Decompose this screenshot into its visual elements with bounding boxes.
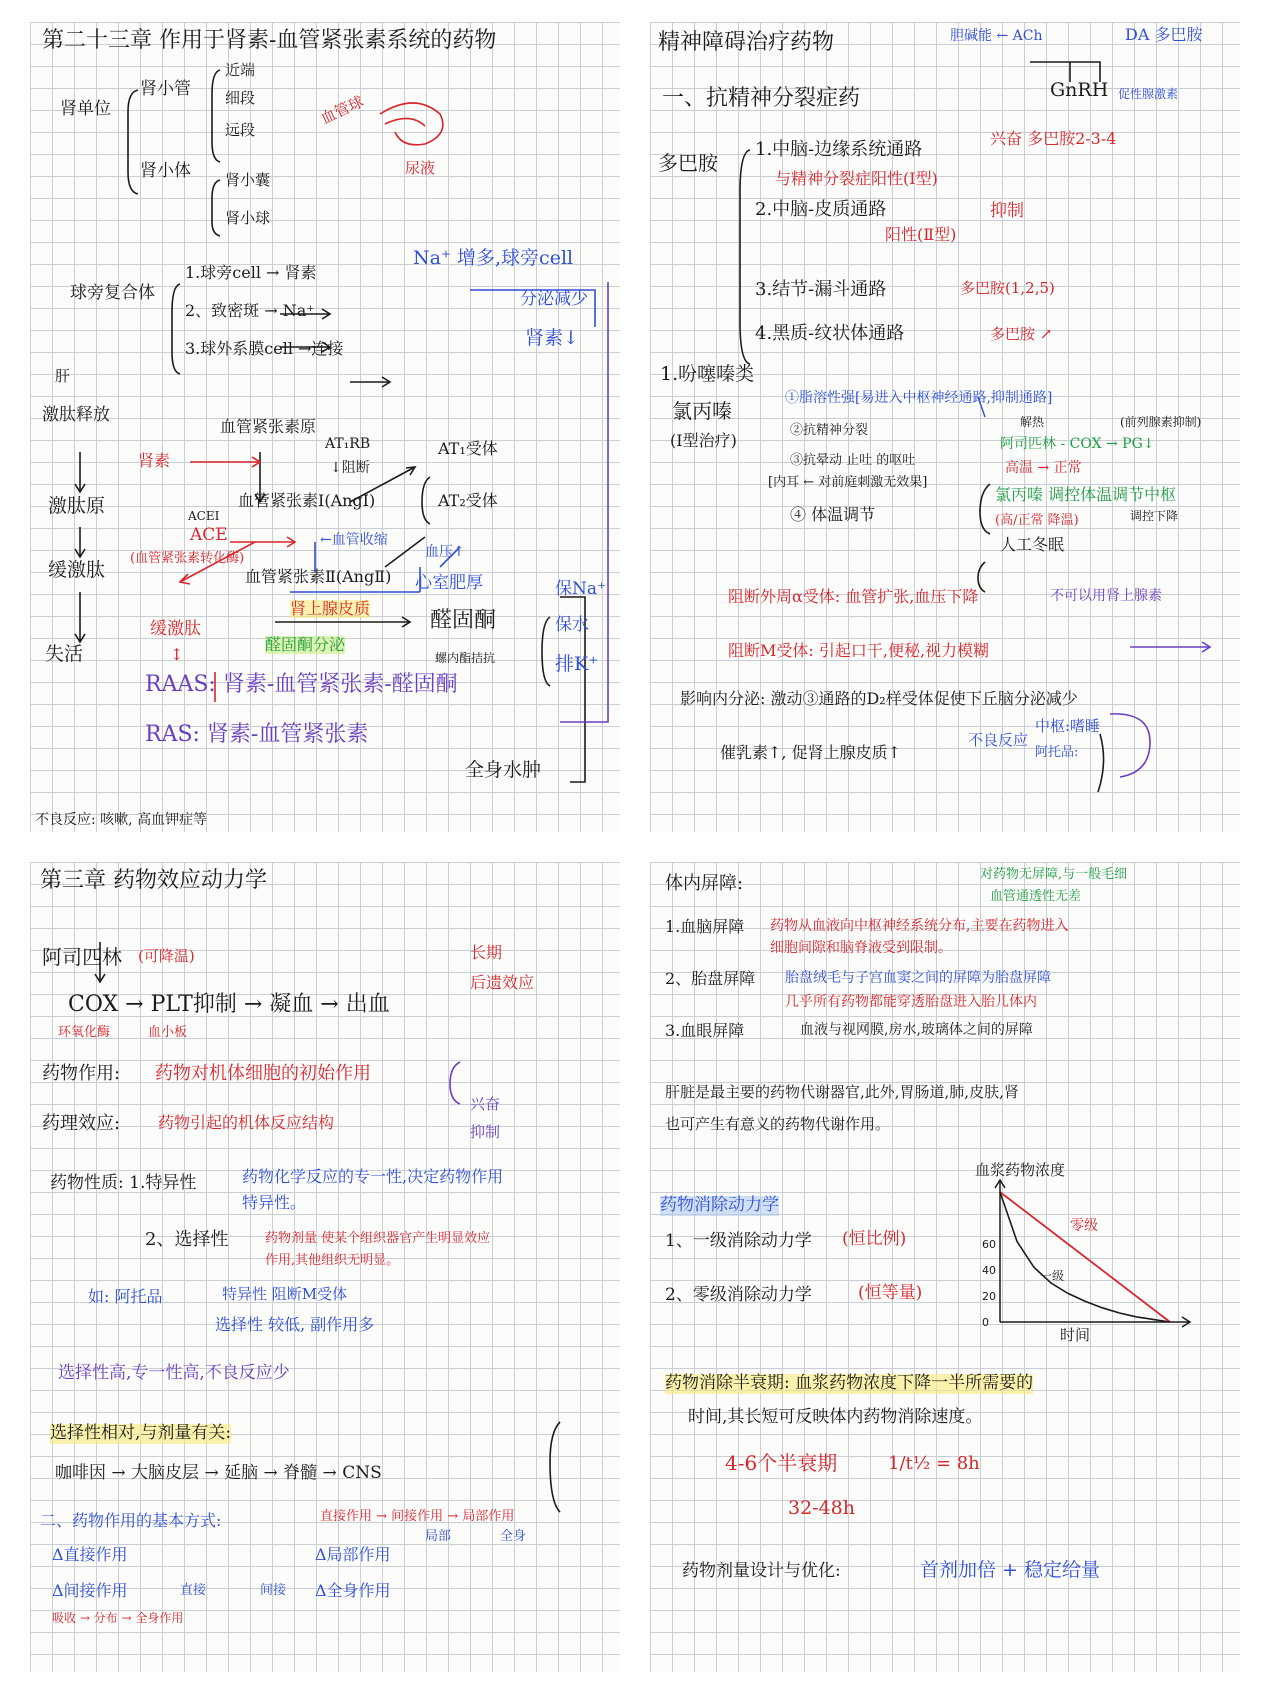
ras-label: RAS: 肾素-血管紧张素: [145, 722, 369, 747]
renal-tubule: 肾小管: [140, 79, 191, 99]
effect-label: 药理效应:: [42, 1113, 121, 1134]
cp-effect-2: ②抗精神分裂: [790, 423, 869, 438]
at1rb-label: AT₁RB: [325, 436, 371, 452]
page3-title: 第三章 药物效应动力学: [40, 868, 267, 893]
pathway-1-note: 与精神分裂症阳性(Ⅰ型): [775, 169, 938, 188]
effect-text: 药物引起的机体反应结构: [158, 1113, 335, 1132]
at1-receptor: AT₁受体: [438, 439, 498, 458]
zero-order-label: 2、零级消除动力学: [665, 1285, 812, 1305]
local-action: Δ局部作用: [315, 1545, 391, 1564]
zero-order-line: [1000, 1192, 1170, 1322]
renin-down-note: 肾素↓: [525, 327, 579, 349]
cp-effect-3: ③抗晕动 止吐 的呕吐: [790, 453, 916, 468]
property-label: 药物性质: 1.特异性: [50, 1173, 197, 1193]
direct-action: Δ直接作用: [52, 1545, 128, 1564]
note-page-barriers: [650, 862, 1240, 1672]
gnrh-note: 促性腺激素: [1118, 87, 1179, 101]
after-effect-label: 后遗效应: [470, 973, 535, 992]
note-page-psychiatric: [650, 22, 1240, 832]
selectivity-label: 2、选择性: [145, 1229, 229, 1250]
angiotensinogen-label: 血管紧张素原: [220, 417, 317, 436]
placenta-label: 2、胎盘屏障: [665, 969, 756, 988]
jga-item-3: 3.球外系膜cell →连接: [185, 339, 344, 358]
bbb-text: 药物从血液向中枢神经系统分布,主要在药物进入: [770, 918, 1069, 934]
zero-order-note: (恒等量): [858, 1283, 923, 1303]
page4-title: 体内屏障:: [665, 873, 744, 894]
endocrine-label: 影响内分泌: 激动③通路的D₂样受体促使下丘脑分泌减少: [680, 689, 1078, 708]
block-label: ↓阻断: [330, 460, 370, 476]
dosing-label: 药物剂量设计与优化:: [682, 1561, 841, 1581]
inactive-label: 失活: [45, 643, 84, 665]
bp-up-label: 血压↑: [425, 544, 465, 560]
page1-title: 第二十三章 作用于肾素-血管紧张素系统的药物: [42, 28, 497, 53]
no-adrenaline-label: 不可以用肾上腺素: [1050, 588, 1162, 604]
prolactin-label: 催乳素↑, 促肾上腺皮质↑: [720, 743, 901, 762]
y-tick-label: 40: [982, 1264, 996, 1277]
first-order-note: (恒比例): [842, 1229, 907, 1249]
na-increase-note: Na⁺ 增多,球旁cell: [413, 247, 574, 269]
corpuscle-part-2: 肾小球: [225, 209, 271, 227]
ang2-label: 血管紧张素Ⅱ(AngⅡ): [245, 567, 392, 586]
placenta-text: 胎盘绒毛与子宫血窦之间的屏障为胎盘屏障: [785, 970, 1051, 986]
note-page-pharmacodynamics: [30, 862, 620, 1672]
inhibit-label: 抑制: [990, 201, 1024, 221]
kininogen-label: 激肽原: [48, 495, 106, 517]
specificity-text: 药物化学反应的专一性,决定药物作用: [242, 1167, 504, 1186]
cp-effect-1: ①脂溶性强[易进入中枢神经通路,抑制通路]: [785, 390, 1053, 406]
aspirin-note: (可降温): [138, 947, 195, 965]
liver-label: 肝: [55, 367, 71, 385]
basic-ways-label: 二、药物作用的基本方式:: [40, 1511, 222, 1530]
action-text: 药物对机体细胞的初始作用: [155, 1063, 371, 1084]
first-curve-label: 一级: [1040, 1269, 1065, 1283]
cp-effect-3-note: [内耳 ← 对前庭刺激无效果]: [768, 475, 928, 490]
bbb-text-2: 细胞间隙和脑脊液受到限制。: [770, 940, 952, 956]
renin-red-label: 肾素: [138, 451, 171, 470]
ace-label: ACE: [190, 525, 228, 545]
dosing-note: 首剂加倍 + 稳定给量: [920, 1559, 1100, 1581]
conc-axis-label: 血浆药物浓度: [975, 1161, 1066, 1179]
top-note-2: 血管通透性无差: [990, 889, 1082, 904]
pg-inhibit-label: (前列腺素抑制): [1120, 415, 1202, 429]
half-life-formula: 1/t½ = 8h: [888, 1453, 980, 1474]
cox-note: 环氧化酶: [58, 1025, 111, 1040]
phenothiazine-label: 1.吩噻嗪类: [660, 363, 755, 385]
pathway-3-note: 多巴胺(1,2,5): [960, 279, 1055, 297]
half-life-count: 4-6个半衰期: [725, 1451, 838, 1475]
corpuscle-part-1: 肾小囊: [225, 171, 271, 189]
vasoconstrict-label: ←血管收缩: [320, 532, 388, 548]
ang1-label: 血管紧张素Ⅰ(AngⅠ): [238, 491, 376, 510]
adrenal-label: 肾上腺皮质: [290, 599, 371, 618]
zero-curve-label: 零级: [1070, 1218, 1098, 1234]
action-label: 药物作用:: [42, 1063, 121, 1084]
whole-action: Δ全身作用: [315, 1581, 391, 1600]
eye-text: 血液与视网膜,房水,玻璃体之间的屏障: [800, 1022, 1033, 1038]
y-tick-label: 0: [982, 1316, 989, 1329]
whole-note: 全身: [500, 1529, 527, 1544]
atropine-example: 如: 阿托品: [88, 1287, 163, 1306]
indirect-note: 间接: [260, 1583, 287, 1598]
page3-footer: 吸收 → 分布 → 全身作用: [52, 1611, 184, 1625]
note-page-raas: [30, 22, 620, 832]
indirect-action: Δ间接作用: [52, 1581, 128, 1600]
keep-water-label: 保水: [555, 615, 589, 635]
acei-label: ACEI: [188, 509, 220, 523]
kidney-unit: 肾单位: [60, 99, 111, 119]
half-life-result: 32-48h: [788, 1497, 856, 1519]
y-tick-label: 60: [982, 1238, 996, 1251]
top-note: 对药物无屏障,与一般毛细: [980, 867, 1128, 882]
inhibit-label-p3: 抑制: [470, 1123, 501, 1141]
bradykinin-label: 缓激肽: [48, 559, 106, 581]
long-term-label: 长期: [470, 943, 503, 962]
selectivity-text: 药物剂量 使某个组织器官产生明显效应: [265, 1231, 491, 1246]
ach-label: 胆碱能 ← ACh: [950, 28, 1043, 44]
raas-label: RAAS: 肾素-血管紧张素-醛固酮: [145, 672, 458, 697]
central-sleep-label: 中枢:嗜睡: [1035, 717, 1101, 735]
jga-item-1: 1.球旁cell → 肾素: [185, 263, 317, 282]
cardiac-label: 心室肥厚: [415, 573, 483, 593]
aldo-secrete-label: 醛固酮分泌: [265, 635, 346, 654]
elimination-chart: [650, 862, 1240, 1672]
tubule-part-2: 细段: [225, 89, 256, 107]
first-order-label: 1、一级消除动力学: [665, 1231, 812, 1251]
alpha-block-label: 阻断外周α受体: 血管扩张,血压下降: [728, 587, 979, 606]
adjust-label: 调控下降: [1130, 509, 1179, 523]
secrete-less-note: 分泌减少: [520, 289, 588, 309]
bradykinin-red: 缓激肽: [150, 619, 201, 639]
bradykinin-arrow: ↕: [170, 645, 184, 664]
liver-text-2: 也可产生有意义的药物代谢作用。: [665, 1115, 891, 1133]
y-tick-group: [982, 1238, 996, 1329]
page1-arrows: [30, 22, 620, 832]
liver-text: 肝脏是最主要的药物代谢器官,此外,胃肠道,肺,皮肤,肾: [665, 1083, 1019, 1101]
half-life-text: 药物消除半衰期: 血浆药物浓度下降一半所需要的: [665, 1373, 1034, 1393]
time-axis-label: 时间: [1060, 1326, 1091, 1344]
chlorpromazine-note: (Ⅰ型治疗): [670, 431, 737, 450]
pathway-2-note: 阳性(Ⅱ型): [885, 225, 957, 244]
tubule-part-1: 近端: [225, 61, 256, 79]
da-label: DA 多巴胺: [1125, 25, 1203, 44]
pathway-4: 4.黑质-纹状体通路: [755, 323, 905, 344]
selectivity-summary: 选择性高,专一性高,不良反应少: [58, 1363, 290, 1383]
at2-receptor: AT₂受体: [438, 491, 498, 510]
aspirin-cox-label: 阿司匹林 - COX → PG↓: [1000, 436, 1155, 452]
ace-full-label: (血管紧张素转化酶): [130, 551, 245, 566]
jga-label: 球旁复合体: [70, 283, 155, 303]
ways-chain: 直接作用 → 间接作用 → 局部作用: [320, 1509, 515, 1524]
direct-note: 直接: [180, 1583, 207, 1598]
half-life-text-2: 时间,其长短可反映体内药物消除速度。: [688, 1407, 983, 1427]
pathway-4-note: 多巴胺 ↗: [990, 325, 1053, 343]
aldosterone-label: 醛固酮: [430, 608, 497, 633]
y-tick-label: 20: [982, 1290, 996, 1303]
cox-chain: COX → PLT抑制 → 凝血 → 出血: [68, 992, 390, 1017]
normal-low-label: (高/正常 降温): [995, 513, 1079, 528]
excrete-k-label: 排K⁺: [555, 653, 599, 675]
local-note: 局部: [425, 1529, 452, 1544]
renal-corpuscle: 肾小体: [140, 161, 191, 181]
kallikrein-label: 激肽释放: [42, 405, 110, 425]
keep-na-label: 保Na⁺: [555, 579, 606, 599]
adverse-footer: 不良反应: 咳嗽, 高血钾症等: [35, 812, 208, 828]
section-antipsychotic: 一、抗精神分裂症药: [662, 86, 861, 111]
aspirin-heading: 阿司匹林: [42, 945, 122, 969]
atropine-specificity: 特异性 阻断M受体: [222, 1285, 348, 1303]
chlorpromazine-label: 氯丙嗪: [672, 399, 732, 423]
da-receptor-note: 兴奋 多巴胺2-3-4: [990, 129, 1117, 148]
excite-label: 兴奋: [470, 1095, 501, 1113]
page2-title: 精神障碍治疗药物: [658, 30, 835, 55]
no-reaction-label: 不良反应: [968, 731, 1029, 749]
urine-label: 尿液: [405, 159, 436, 177]
placenta-text-2: 几乎所有药物都能穿透胎盘进入胎儿体内: [785, 994, 1037, 1010]
relative-label: 选择性相对,与剂量有关:: [50, 1423, 232, 1443]
jga-item-2: 2、致密斑 → Na⁺: [185, 301, 315, 320]
pathway-1: 1.中脑-边缘系统通路: [755, 139, 923, 160]
eye-label: 3.血眼屏障: [665, 1021, 745, 1040]
temp-high-label: 高温 → 正常: [1005, 460, 1082, 476]
tubule-part-3: 远段: [225, 121, 256, 139]
pathway-3: 3.结节-漏斗通路: [755, 279, 887, 300]
gnrh-label: GnRH: [1050, 79, 1109, 101]
antipyretic-label: 解热: [1020, 415, 1045, 429]
kinetics-label: 药物消除动力学: [660, 1195, 779, 1215]
plt-note: 血小板: [148, 1025, 188, 1040]
specificity-text-2: 特异性。: [242, 1193, 307, 1212]
pathway-2: 2.中脑-皮质通路: [755, 199, 887, 220]
atropine-selectivity: 选择性 较低, 副作用多: [215, 1315, 375, 1334]
spironolactone-label: 螺内酯拮抗: [435, 651, 496, 665]
hibernation-label: 人工冬眠: [1000, 535, 1065, 554]
caffeine-chain: 咖啡因 → 大脑皮层 → 延脑 → 脊髓 → CNS: [55, 1463, 382, 1483]
dopamine-label: 多巴胺: [658, 151, 718, 175]
bbb-label: 1.血脑屏障: [665, 917, 745, 936]
selectivity-text-2: 作用,其他组织无明显。: [265, 1253, 400, 1268]
cp-effect-4: ④ 体温调节: [790, 505, 876, 524]
blood-vessel-label: 血管球: [318, 92, 367, 128]
atropine-label: 阿托品:: [1035, 745, 1079, 760]
cp-temp-label: 氯丙嗪 调控体温调节中枢: [995, 485, 1177, 504]
edema-label: 全身水肿: [465, 759, 542, 781]
m-block-label: 阻断M受体: 引起口干,便秘,视力模糊: [728, 641, 990, 660]
